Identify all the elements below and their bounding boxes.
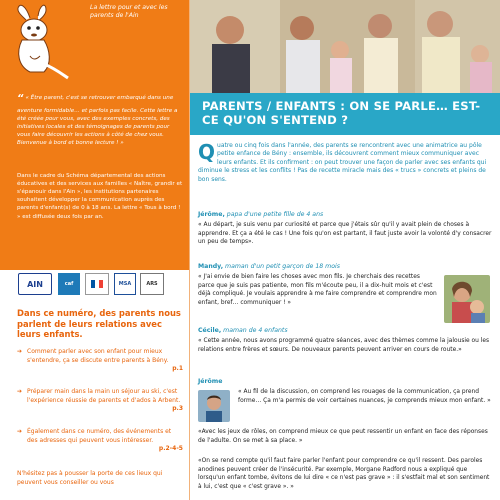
summary-item-text: Préparer main dans la main un séjour au ski, c'est l'expérience réussie de parents et d'ados à Arbent. [27,388,181,404]
article-title-band [190,93,500,135]
sidebar-header [0,0,189,270]
ain-logo: AIN [18,273,52,295]
partner-logo: ARS [140,273,164,295]
article-paragraph: «Avec les jeux de rôles, on comprend mieux ce que peut ressentir un enfant en face des réponses de l'adulte. On se met à sa place. » [198,429,488,444]
kangaroo-mascot-icon [0,0,70,80]
tagline: La lettre pour et avec les parents de l'Ain [90,4,168,20]
speaker-label [198,263,340,270]
article-title: PARENTS / ENFANTS : ON SE PARLE… EST-CE QU'ON S'ENTEND ? [202,99,481,128]
mandy-photo [444,275,490,323]
speaker-label [198,327,288,334]
speaker-name: Jérôme, [198,211,225,218]
summary-item-page: p.1 [172,365,183,373]
speaker-name: Cécile, [198,327,222,334]
speaker-label [198,211,323,218]
summary-item [17,348,183,374]
article-lead [198,142,494,184]
intro-text [17,92,183,147]
summary-item [17,388,183,414]
summary-item-text: Comment parler avec son enfant pour mieux s'entendre, ça se discute entre parents à Bény. [27,348,169,364]
summary-item [17,428,183,454]
bullet-arrow-icon: ➔ [17,348,23,355]
summary-heading: Dans ce numéro, des parents nous parlent de leurs relations avec leurs enfants. [17,308,181,339]
family-photo [190,0,500,93]
quote-mark-icon: “ [17,93,24,104]
speaker-name: Jérôme [198,378,223,385]
sidebar [0,0,189,500]
lead-text: uatre ou cinq fois dans l'année, des parents se rencontrent avec une animatrice au pôle petite enfance de Bény : ensemble, ils découvrent comment mieux communiquer avec leurs enfants. Et ils confirment : on peut trouver une façon de parler avec ses enfants qui diminue le stress et les conflits ! Pas de recette miracle mais des « trucs » concrets et pleins de bon sens. [198,142,487,183]
flag-icon [91,280,103,288]
speaker-role: maman de 4 enfants [221,327,288,334]
summary-item-page: p.3 [172,405,183,413]
article-paragraph: «On se rend compte qu'il faut faire parler l'enfant pour comprendre ce qu'il ressent. Des paroles anodines peuvent créer de l'insécurité. Par exemple, Morgane Radford nous a expliqué que lorsqu'un enfant tombe, évitons de lui dire « ce n'est pas grave » : il s'estfait mal et son sentiment à lui, c'est que « c'est grave ». » [198,458,490,490]
summary-item-page: p.2-4-5 [158,445,183,453]
testimony-text: « Au fil de la discussion, on comprend les rouages de la communication, ça prend forme… Ça m'a permis de voir certaines nuances, je comprends mieux mon enfant. » [238,389,491,404]
speaker-label [198,378,222,385]
republique-logo [85,273,109,295]
speaker-name: Mandy, [198,263,224,270]
bullet-arrow-icon: ➔ [17,388,23,395]
msa-logo: MSA [114,273,136,295]
description-text: Dans le cadre du Schéma départemental des actions éducatives et des services aux familles « Naître, grandir et s'épanouir dans l'Ain », les institutions partenaires souhaitent développer la communication auprès des parents d'enfant(s) de 0 à 18 ans. La lettre « Tous à bord ! » est diffusée deux fois par an. [17,173,183,220]
drop-cap: Q [198,140,216,164]
testimony-text: « Cette année, nous avons programmé quatre séances, avec des thèmes comme la jalousie ou les relations entre frères et sœurs. De nouveaux parents peuvent arriver en cours de route.» [198,338,490,353]
summary-item-text: Également dans ce numéro, des événements et des adresses qui peuvent vous intéresser. [27,428,172,444]
jerome-photo [198,390,230,422]
caf-logo: caf [58,273,80,295]
testimony-text: « J'ai envie de bien faire les choses avec mon fils. Je cherchais des recettes parce que je suis pas patiente, mon fils m'écoute peu, il a dix-huit mois et c'est déjà compliqué. Je voulais apprendre à me faire comprendre et comprendre mon enfant, bref… communiquer ! » [198,274,437,306]
summary-footer: N'hésitez pas à pousser la porte de ces lieux qui peuvent vous conseiller ou vous [17,470,163,486]
partner-logos [0,270,189,302]
testimony-text: « Au départ, je suis venu par curiosité et parce que j'étais sûr qu'il y avait plein de choses à apprendre. Et ça a été le cas ! Une fois qu'on est partant, il faut juste avoir la volonté d'y consacrer un peu de temps». [198,222,492,246]
speaker-role: maman d'un petit garçon de 18 mois [223,263,340,270]
speaker-role: papa d'une petite fille de 4 ans [224,211,324,218]
bullet-arrow-icon: ➔ [17,428,23,435]
intro-body: « Être parent, c'est se retrouver embarqué dans une aventure formidable… et parfois pas facile. Cette lettre a été créée pour vous, avec des exemples concrets, des initiatives locales et des témoignages de parents pour vous faire découvrir les actions à côté de chez vous. Bienvenue à bord et bonne lecture ! » [17,95,178,146]
